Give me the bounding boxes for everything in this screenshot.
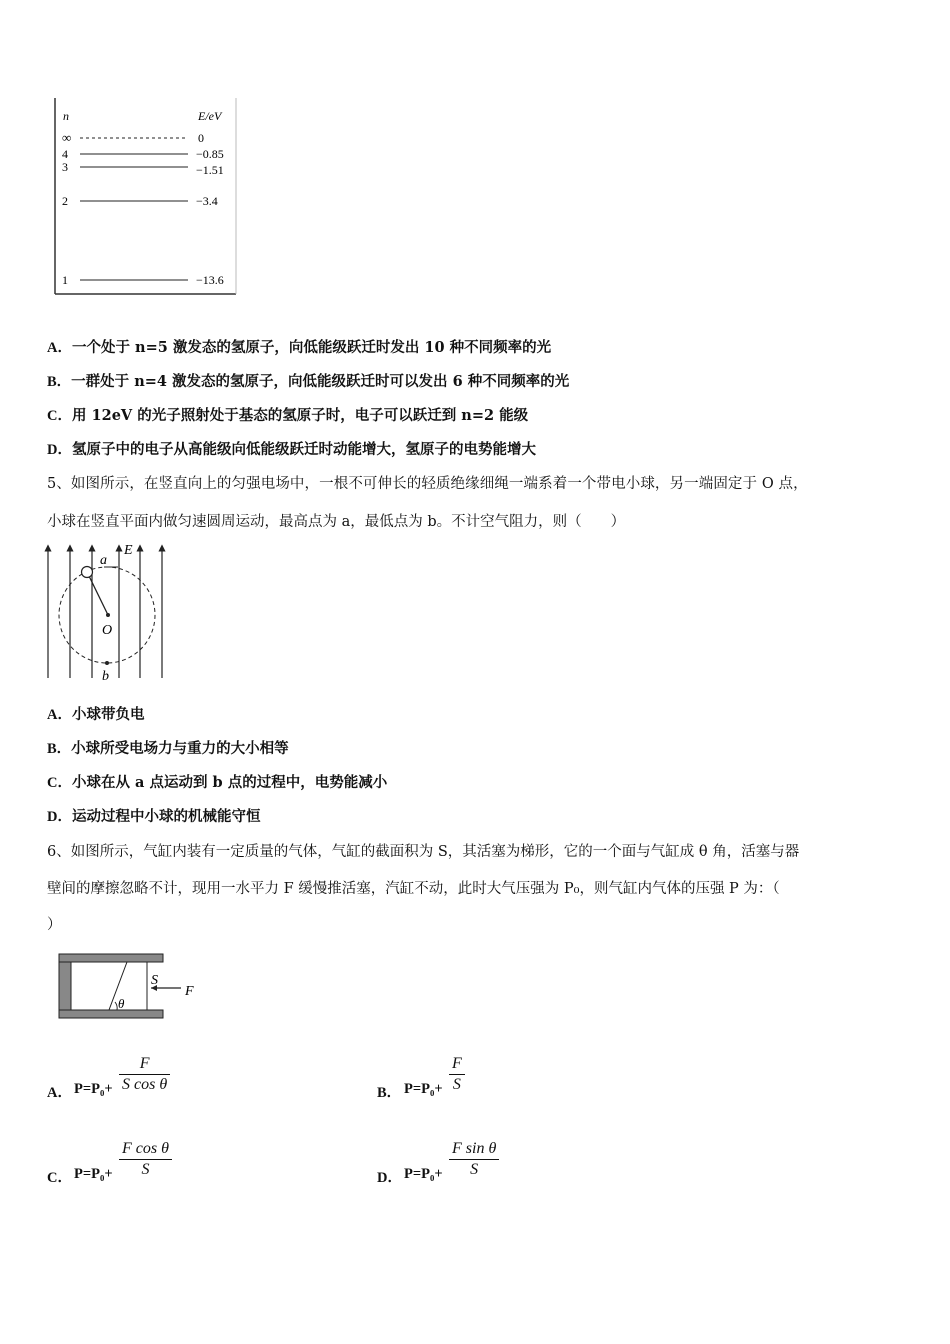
level-n-label: 2	[62, 194, 68, 208]
q6-option-a: A． P=P₀+ F S cos θ	[47, 1055, 347, 1105]
q5-option-b: B．小球所受电场力与重力的大小相等	[47, 740, 289, 757]
point-b	[105, 661, 109, 665]
level-n-label: 1	[62, 273, 68, 287]
fraction: F sin θ S	[449, 1140, 499, 1179]
level-n-label: 3	[62, 160, 68, 174]
q6-stem-line-1: 6、如图所示，气缸内装有一定质量的气体，气缸的截面积为 S，其活塞为梯形，它的一个面与气缸成 θ 角，活塞与器	[47, 844, 800, 860]
electric-field-figure	[40, 540, 176, 682]
energy-axis-label: E/eV	[198, 109, 222, 123]
q4-option-d: D．氢原子中的电子从高能级向低能级跃迁时动能增大，氢原子的电势能增大	[47, 441, 536, 458]
q5-option-a: A．小球带负电	[47, 706, 145, 723]
center-label: O	[102, 623, 113, 638]
cylinder-top-wall	[59, 954, 163, 962]
n-axis-label: n	[63, 109, 69, 123]
q5-stem-line-1: 5、如图所示，在竖直向上的匀强电场中，一根不可伸长的轻质绝缘细绳一端系着一个带电小球，另一端固定于 O 点，	[47, 476, 808, 492]
q6-option-c: C． P=P₀+ F cos θ S	[47, 1140, 347, 1190]
level-energy-value: −1.51	[196, 163, 224, 177]
level-energy-value: −13.6	[196, 273, 224, 287]
fraction: F cos θ S	[119, 1140, 172, 1179]
top-point-label: a	[100, 553, 107, 568]
level-energy-value: −0.85	[196, 147, 224, 161]
q4-option-b: B．一群处于 n=4 激发态的氢原子，向低能级跃迁时可以发出 6 种不同频率的光	[47, 373, 570, 390]
cylinder-left-wall	[59, 954, 71, 1018]
q5-option-d: D．运动过程中小球的机械能守恒	[47, 808, 261, 825]
level-n-label: 4	[62, 147, 68, 161]
level-n-label: ∞	[62, 130, 72, 145]
level-energy-value: 0	[198, 131, 204, 145]
bottom-point-label: b	[102, 669, 109, 682]
level-energy-value: −3.4	[196, 194, 218, 208]
q6-stem-line-2: 壁间的摩擦忽略不计，现用一水平力 F 缓慢推活塞，汽缸不动，此时大气压强为 P₀，则气缸内气体的压强 P 为：（	[47, 881, 780, 897]
q5-stem-line-2: 小球在竖直平面内做匀速圆周运动，最高点为 a，最低点为 b。不计空气阻力，则（ ）	[47, 514, 626, 530]
q6-option-d: D． P=P₀+ F sin θ S	[377, 1140, 677, 1190]
cylinder-bottom-wall	[59, 1010, 163, 1018]
pivot-point	[106, 613, 110, 617]
piston	[109, 962, 147, 1010]
field-label: E	[124, 543, 133, 558]
q6-stem-line-3: ）	[47, 917, 62, 933]
energy-level-diagram	[50, 96, 250, 298]
fraction: F S	[449, 1055, 465, 1094]
charged-ball	[82, 567, 93, 578]
q6-option-b: B． P=P₀+ F S	[377, 1055, 677, 1105]
fraction: F S cos θ	[119, 1055, 170, 1094]
cylinder-figure	[55, 950, 205, 1022]
area-label: S	[151, 973, 158, 988]
q4-option-a: A．一个处于 n=5 激发态的氢原子，向低能级跃迁时发出 10 种不同频率的光	[47, 339, 552, 356]
angle-label: θ	[118, 996, 125, 1011]
q5-option-c: C．小球在从 a 点运动到 b 点的过程中，电势能减小	[47, 774, 388, 791]
q4-option-c: C．用 12eV 的光子照射处于基态的氢原子时，电子可以跃迁到 n=2 能级	[47, 407, 529, 424]
force-label: F	[185, 984, 194, 999]
